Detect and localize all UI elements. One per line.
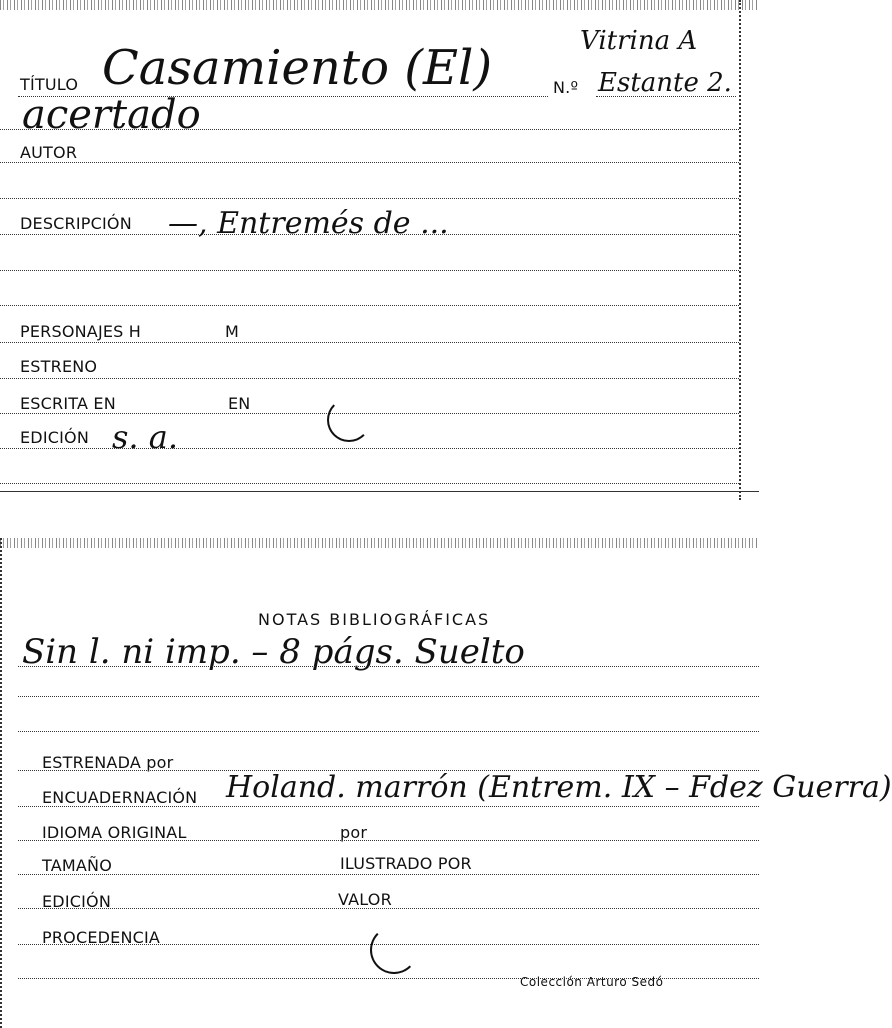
card-edge [0, 538, 759, 548]
card-border-left [0, 538, 2, 1028]
notas-line-1 [18, 666, 759, 667]
estante-line [596, 96, 736, 97]
catalog-card-bottom [0, 538, 892, 1028]
escrita-en-label: EN [228, 394, 251, 413]
vitrina-value: Vitrina A [580, 26, 698, 56]
stain-mark [327, 398, 371, 442]
estrenada-label: ESTRENADA por [42, 753, 174, 772]
ilustrado-label: ILUSTRADO POR [340, 854, 472, 873]
notas-line-3 [18, 731, 759, 732]
tamano-label: TAMAÑO [42, 856, 112, 875]
descripcion-label: DESCRIPCIÓN [20, 214, 132, 233]
titulo-value: Casamiento (El) [102, 40, 493, 96]
tamano-line [18, 874, 759, 875]
procedencia-label: PROCEDENCIA [42, 928, 161, 947]
encuadernacion-label: ENCUADERNACIÓN [42, 788, 198, 807]
estreno-line [0, 378, 739, 379]
titulo-value-cont: acertado [22, 92, 201, 138]
encuadernacion-line [18, 806, 759, 807]
edicion-line [0, 448, 739, 449]
idioma-line [18, 840, 759, 841]
estreno-label: ESTRENO [20, 357, 98, 376]
edicion-label-2: EDICIÓN [42, 892, 112, 911]
estante-label: N.º [553, 78, 579, 97]
descripcion-line [0, 234, 739, 235]
encuadernacion-value: Holand. marrón (Entrem. IX – Fdez Guerra) [226, 770, 892, 805]
descripcion-value: —, Entremés de ... [168, 206, 449, 241]
personajes-label: PERSONAJES H [20, 322, 142, 341]
personajes-line [0, 342, 739, 343]
blank-line-1 [0, 198, 739, 199]
idioma-label: IDIOMA ORIGINAL [42, 823, 187, 842]
collection-footer: Colección Arturo Sedó [520, 975, 664, 989]
card-edge [0, 0, 759, 10]
blank-line-4 [0, 483, 739, 484]
titulo-line-2 [0, 129, 739, 130]
edicion-value: s. a. [112, 418, 179, 456]
valor-label: VALOR [338, 890, 392, 909]
personajes-m-label: M [225, 322, 240, 341]
notas-value: Sin l. ni imp. – 8 págs. Suelto [22, 632, 525, 672]
autor-label: AUTOR [20, 143, 78, 162]
card-border-right [739, 0, 741, 500]
estante-value: Estante 2. [598, 68, 732, 98]
autor-line [0, 162, 739, 163]
escrita-label: ESCRITA EN [20, 394, 116, 413]
notas-line-2 [18, 696, 759, 697]
notas-title: NOTAS BIBLIOGRÁFICAS [258, 610, 491, 629]
edicion-line-2 [18, 908, 759, 909]
blank-line-2 [0, 270, 739, 271]
blank-line-3 [0, 305, 739, 306]
por-label: por [340, 823, 368, 842]
catalog-card-top [0, 0, 759, 500]
titulo-label: TÍTULO [20, 75, 79, 94]
card-separator [0, 491, 759, 492]
edicion-label: EDICIÓN [20, 428, 90, 447]
stain-mark-2 [370, 926, 418, 974]
